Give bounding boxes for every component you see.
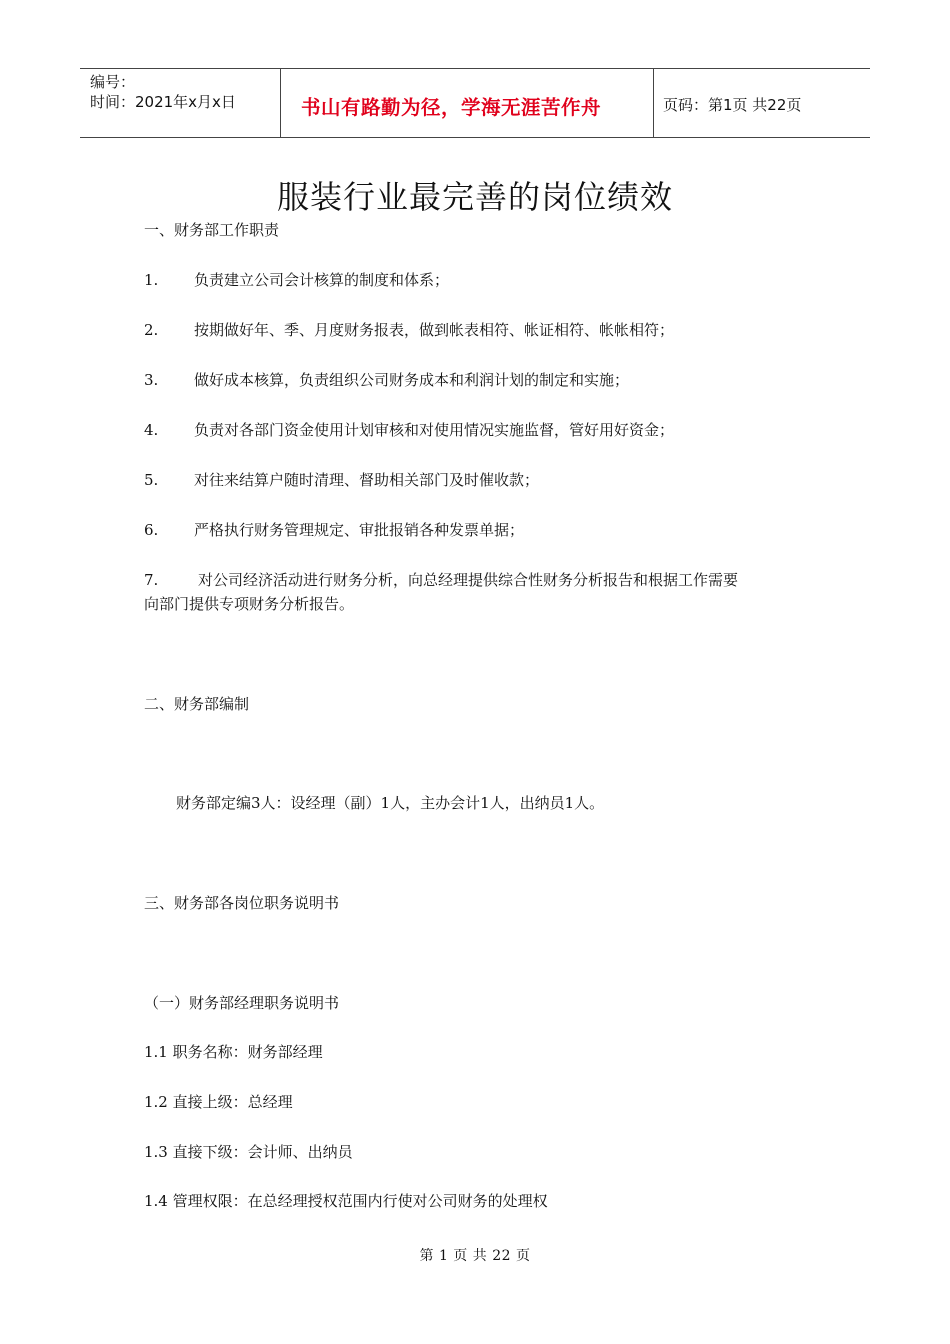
list-item (144, 269, 449, 291)
header-info-cell (80, 69, 281, 137)
page-footer: 第 1 页 共 22 页 (419, 1248, 531, 1264)
job-detail-item: 1.1 职务名称：财务部经理 (144, 1043, 323, 1061)
list-item-number: 2. (144, 321, 159, 339)
header-page-label: 页码：第1页 共22页 (663, 96, 802, 114)
job-detail-item: 1.4 管理权限：在总经理授权范围内行使对公司财务的处理权 (144, 1192, 548, 1210)
list-item (144, 519, 524, 541)
list-item-text: 对公司经济活动进行财务分析，向总经理提供综合性财务分析报告和根据工作需要 (198, 571, 739, 589)
job-detail-item: 1.3 直接下级：会计师、出纳员 (144, 1143, 353, 1161)
list-item-text: 做好成本核算，负责组织公司财务成本和利润计划的制定和实施； (194, 371, 630, 389)
section3-heading: 三、财务部各岗位职务说明书 (144, 894, 340, 912)
document-time-label: 时间：2021年x月x日 (90, 93, 236, 111)
list-item-number: 1. (144, 271, 159, 289)
header-motto: 书山有路勤为径，学海无涯苦作舟 (281, 69, 654, 137)
section3-subheading: （一）财务部经理职务说明书 (144, 994, 340, 1012)
list-item-text: 负责建立公司会计核算的制度和体系； (194, 271, 450, 289)
list-item-text: 对往来结算户随时清理、督助相关部门及时催收款； (194, 471, 540, 489)
list-item-text: 按期做好年、季、月度财务报表，做到帐表相符、帐证相符、帐帐相符； (194, 321, 675, 339)
list-item-continuation: 向部门提供专项财务分析报告。 (144, 595, 355, 613)
list-item-text: 负责对各部门资金使用计划审核和对使用情况实施监督，管好用好资金； (194, 421, 675, 439)
section2-body: 财务部定编3人：设经理（副）1人，主办会计1人，出纳员1人。 (176, 794, 605, 812)
list-item (144, 569, 738, 591)
list-item-number: 5. (144, 471, 159, 489)
header-table (80, 68, 870, 138)
list-item-number: 4. (144, 421, 159, 439)
list-item (144, 469, 539, 491)
list-item-number: 7. (144, 571, 159, 589)
list-item (144, 369, 629, 391)
section1-heading: 一、财务部工作职责 (144, 221, 280, 239)
list-item-text: 严格执行财务管理规定、审批报销各种发票单据； (194, 521, 525, 539)
document-number-label: 编号： (90, 73, 136, 91)
list-item-number: 6. (144, 521, 159, 539)
document-title: 服装行业最完善的岗位绩效 (276, 178, 673, 216)
list-item-number: 3. (144, 371, 159, 389)
section2-heading: 二、财务部编制 (144, 695, 250, 713)
list-item (144, 419, 674, 441)
job-detail-item: 1.2 直接上级：总经理 (144, 1093, 293, 1111)
list-item (144, 319, 674, 341)
